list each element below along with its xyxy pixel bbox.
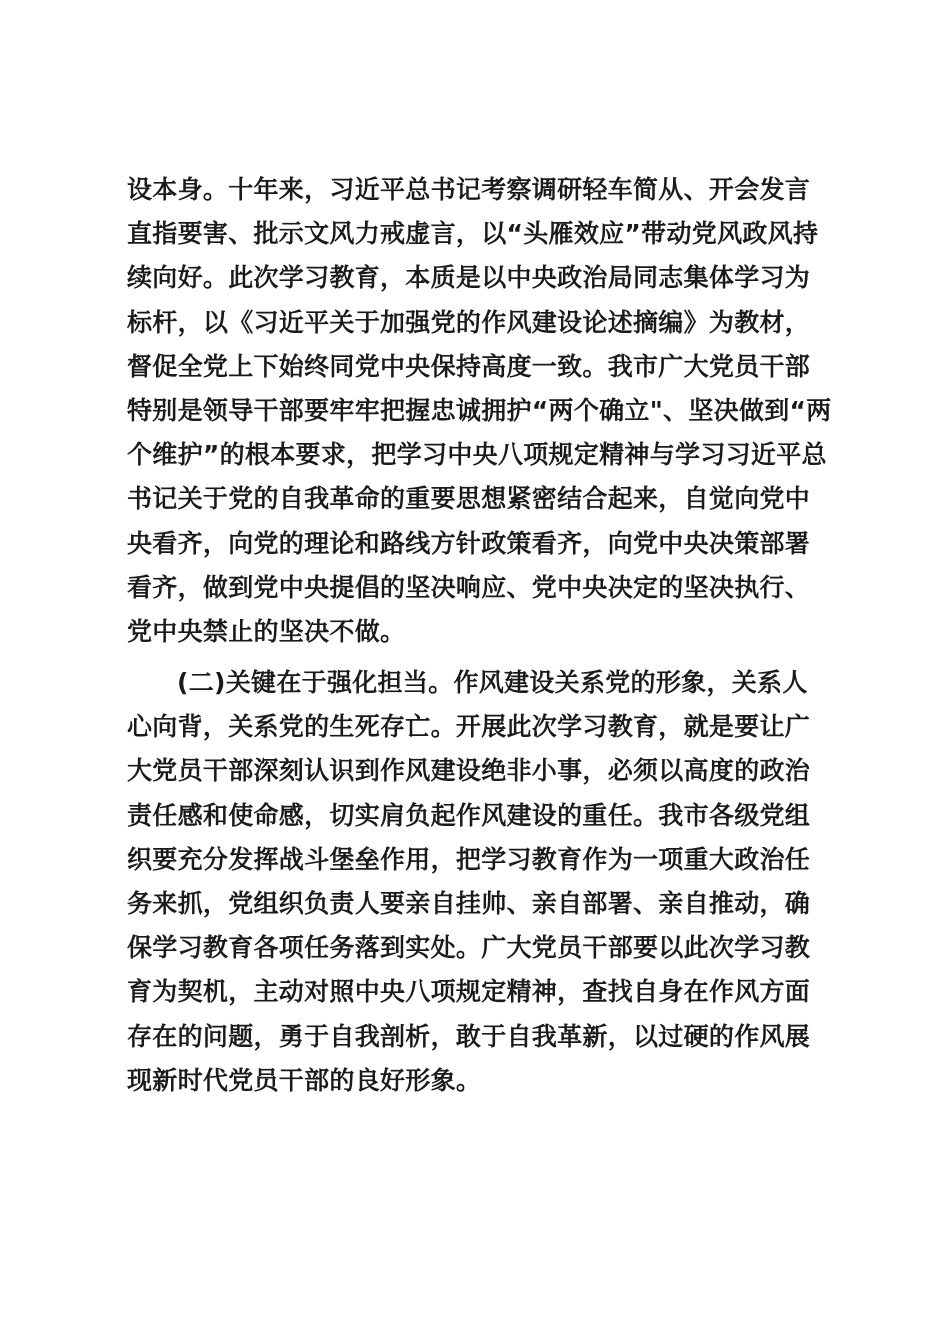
text-line: 书记关于党的自我革命的重要思想紧密结合起来，自觉向党中 bbox=[127, 484, 811, 514]
text-line: 党中央禁止的坚决不做。 bbox=[127, 616, 406, 646]
text-line: (二)关键在于强化担当。作风建设关系党的形象，关系人 bbox=[177, 668, 808, 697]
text-line: 心向背，关系党的生死存亡。开展此次学习教育，就是要让广 bbox=[127, 712, 811, 742]
text-line: 直指要害、批示文风力戒虚言，以“头雁效应”带动党风政风持 bbox=[127, 219, 819, 249]
text-line: 责任感和使命感，切实肩负起作风建设的重任。我市各级党组 bbox=[127, 800, 811, 830]
text-line: 大党员干部深刻认识到作风建设绝非小事，必须以高度的政治 bbox=[127, 756, 811, 786]
text-line: 央看齐，向党的理论和路线方针政策看齐，向党中央决策部署 bbox=[127, 528, 811, 558]
text-line: 个维护”的根本要求，把学习中央八项规定精神与学习习近平总 bbox=[127, 440, 827, 470]
text-line: 设本身。十年来，习近平总书记考察调研轻车简从、开会发言 bbox=[127, 175, 811, 204]
text-line: 现新时代党员干部的良好形象。 bbox=[127, 1065, 482, 1095]
text-line: 特别是领导干部要牢牢把握忠诚拥护“两个确立"、坚决做到“两 bbox=[127, 395, 832, 425]
text-line: 育为契机，主动对照中央八项规定精神，查找自身在作风方面 bbox=[127, 977, 811, 1007]
paragraph-1 bbox=[127, 168, 835, 654]
text-line: 标杆，以《习近平关于加强党的作风建设论述摘编》为教材， bbox=[127, 307, 811, 337]
text-line: 存在的问题，勇于自我剖析，敢于自我革新，以过硬的作风展 bbox=[127, 1021, 811, 1051]
text-line: 保学习教育各项任务落到实处。广大党员干部要以此次学习教 bbox=[127, 933, 811, 963]
text-line: 织要充分发挥战斗堡垒作用，把学习教育作为一项重大政治任 bbox=[127, 844, 811, 874]
text-line: 看齐，做到党中央提倡的坚决响应、党中央决定的坚决执行、 bbox=[127, 572, 811, 602]
text-line: 务来抓，党组织负责人要亲自挂帅、亲自部署、亲自推动，确 bbox=[127, 888, 811, 918]
text-line: 续向好。此次学习教育，本质是以中央政治局同志集体学习为 bbox=[127, 263, 811, 293]
paragraph-2 bbox=[127, 661, 835, 1103]
text-line: 督促全党上下始终同党中央保持高度一致。我市广大党员干部 bbox=[127, 351, 811, 381]
